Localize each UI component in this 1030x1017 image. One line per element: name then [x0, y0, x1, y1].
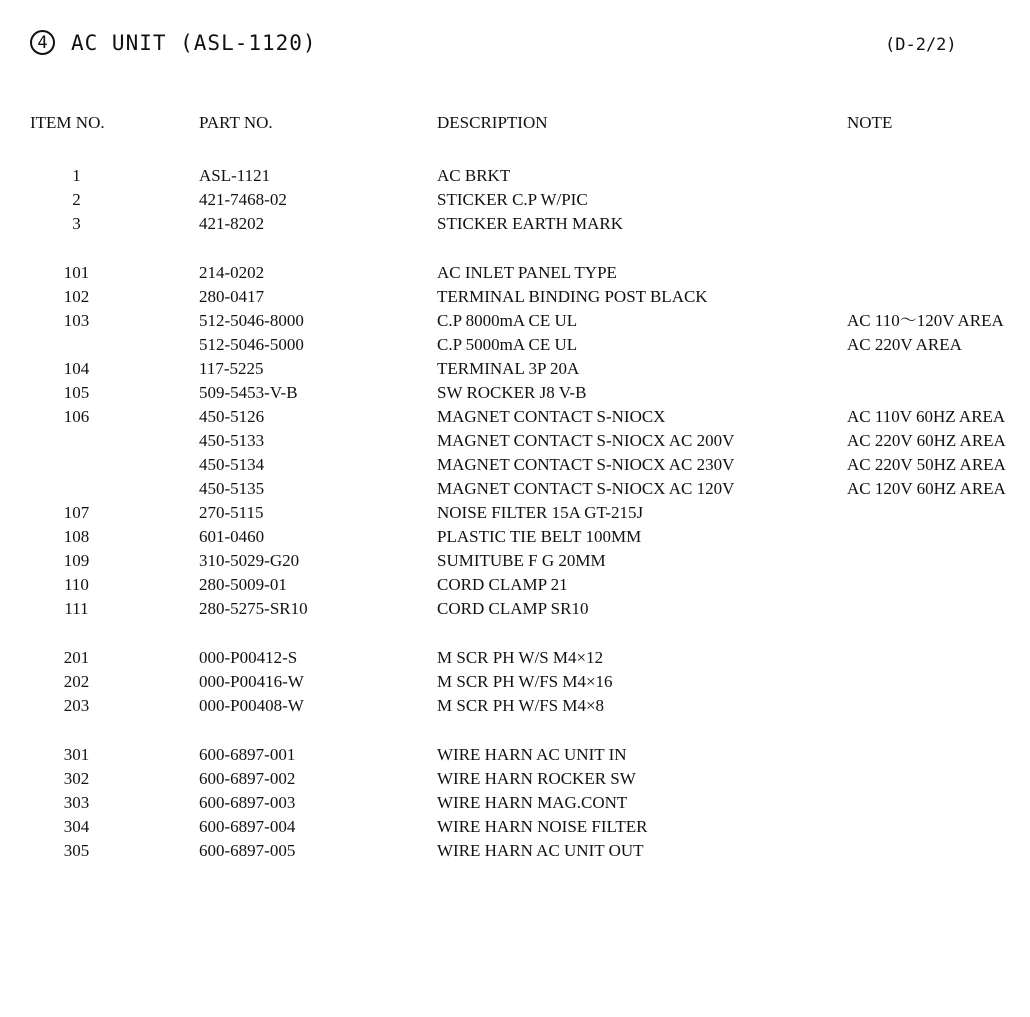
part-no-cell: 214-0202: [199, 263, 265, 282]
table-row: [0, 573, 1030, 597]
table-row: [0, 791, 1030, 815]
table-header: [0, 113, 1030, 137]
table-row: [0, 309, 1030, 333]
description-cell: AC BRKT: [437, 166, 511, 185]
item-no-cell: 3: [72, 214, 81, 233]
part-no-cell: 280-5009-01: [199, 575, 287, 594]
part-no-cell: 600-6897-002: [199, 769, 296, 788]
description-cell: MAGNET CONTACT S-NIOCX AC 230V: [437, 455, 735, 474]
description-cell: M SCR PH W/FS M4×8: [437, 696, 605, 715]
item-no-cell: 203: [63, 696, 90, 715]
item-no-cell: 305: [63, 841, 90, 860]
table-row: [0, 261, 1030, 285]
item-no-cell: 108: [63, 527, 90, 546]
table-row: [0, 477, 1030, 501]
table-row: [0, 670, 1030, 694]
part-no-cell: 600-6897-003: [199, 793, 296, 812]
description-cell: WIRE HARN NOISE FILTER: [437, 817, 648, 836]
table-row: [0, 164, 1030, 188]
item-no-cell: 105: [63, 383, 90, 402]
item-no-cell: 201: [63, 648, 90, 667]
part-no-cell: 450-5135: [199, 479, 265, 498]
item-no-cell: 1: [72, 166, 81, 185]
part-no-cell: 280-0417: [199, 287, 265, 306]
table-row: [0, 453, 1030, 477]
part-no-cell: 117-5225: [199, 359, 264, 378]
description-cell: AC INLET PANEL TYPE: [437, 263, 617, 282]
item-no-cell: 110: [64, 575, 89, 594]
item-no-cell: 104: [63, 359, 90, 378]
item-no-cell: 302: [63, 769, 90, 788]
part-no-cell: 600-6897-001: [199, 745, 296, 764]
table-row: [0, 767, 1030, 791]
description-cell: WIRE HARN ROCKER SW: [437, 769, 636, 788]
description-cell: C.P 5000mA CE UL: [437, 335, 578, 354]
table-row: [0, 839, 1030, 863]
description-cell: M SCR PH W/S M4×12: [437, 648, 604, 667]
part-no-cell: 601-0460: [199, 527, 265, 546]
description-cell: NOISE FILTER 15A GT-215J: [437, 503, 644, 522]
description-cell: MAGNET CONTACT S-NIOCX AC 120V: [437, 479, 735, 498]
section-number-badge: 4: [30, 30, 55, 55]
table-row: [0, 381, 1030, 405]
table-row: [0, 525, 1030, 549]
table-row: [0, 743, 1030, 767]
table-row: [0, 815, 1030, 839]
table-row: [0, 357, 1030, 381]
part-no-cell: 421-7468-02: [199, 190, 287, 209]
description-cell: C.P 8000mA CE UL: [437, 311, 578, 330]
description-cell: TERMINAL BINDING POST BLACK: [437, 287, 708, 306]
header-item-no: ITEM NO.: [30, 113, 105, 132]
description-cell: MAGNET CONTACT S-NIOCX: [437, 407, 666, 426]
table-row: [0, 597, 1030, 621]
description-cell: CORD CLAMP 21: [437, 575, 568, 594]
page-reference: (D-2/2): [885, 35, 957, 55]
item-no-cell: 301: [63, 745, 90, 764]
table-row: [0, 549, 1030, 573]
table-row: [0, 429, 1030, 453]
description-cell: WIRE HARN AC UNIT OUT: [437, 841, 644, 860]
part-no-cell: 512-5046-5000: [199, 335, 304, 354]
part-no-cell: 421-8202: [199, 214, 265, 233]
description-cell: SUMITUBE F G 20MM: [437, 551, 606, 570]
part-no-cell: 000-P00412-S: [199, 648, 298, 667]
table-row: [0, 501, 1030, 525]
part-no-cell: 512-5046-8000: [199, 311, 304, 330]
table-row: [0, 212, 1030, 236]
part-no-cell: 000-P00416-W: [199, 672, 304, 691]
note-cell: AC 120V 60HZ AREA: [847, 479, 1006, 498]
item-no-cell: 107: [63, 503, 90, 522]
table-row: [0, 694, 1030, 718]
part-no-cell: 509-5453-V-B: [199, 383, 298, 402]
description-cell: MAGNET CONTACT S-NIOCX AC 200V: [437, 431, 735, 450]
description-cell: PLASTIC TIE BELT 100MM: [437, 527, 642, 546]
part-no-cell: 450-5133: [199, 431, 265, 450]
item-no-cell: 303: [63, 793, 90, 812]
part-no-cell: 450-5126: [199, 407, 265, 426]
header-note: NOTE: [847, 113, 893, 132]
table-row: [0, 646, 1030, 670]
part-no-cell: 270-5115: [199, 503, 264, 522]
part-no-cell: 280-5275-SR10: [199, 599, 308, 618]
part-no-cell: ASL-1121: [199, 166, 271, 185]
part-no-cell: 600-6897-004: [199, 817, 296, 836]
group-spacer: [0, 236, 1030, 261]
item-no-cell: 102: [63, 287, 90, 306]
part-no-cell: 600-6897-005: [199, 841, 296, 860]
description-cell: SW ROCKER J8 V-B: [437, 383, 587, 402]
part-no-cell: 000-P00408-W: [199, 696, 304, 715]
description-cell: STICKER C.P W/PIC: [437, 190, 588, 209]
group-spacer: [0, 621, 1030, 646]
description-cell: WIRE HARN AC UNIT IN: [437, 745, 627, 764]
section-title-text: AC UNIT (ASL-1120): [71, 30, 317, 55]
part-no-cell: 310-5029-G20: [199, 551, 300, 570]
item-no-cell: 109: [63, 551, 90, 570]
item-no-cell: 111: [64, 599, 89, 618]
parts-list: [0, 164, 1030, 863]
description-cell: WIRE HARN MAG.CONT: [437, 793, 628, 812]
header-description: DESCRIPTION: [437, 113, 548, 132]
description-cell: TERMINAL 3P 20A: [437, 359, 580, 378]
note-cell: AC 110～120V AREA: [847, 311, 1004, 330]
table-row: [0, 405, 1030, 429]
group-spacer: [0, 718, 1030, 743]
section-title: [30, 30, 317, 55]
part-no-cell: 450-5134: [199, 455, 265, 474]
table-row: [0, 333, 1030, 357]
item-no-cell: 103: [63, 311, 90, 330]
note-cell: AC 220V 60HZ AREA: [847, 431, 1006, 450]
item-no-cell: 101: [63, 263, 90, 282]
note-cell: AC 110V 60HZ AREA: [847, 407, 1006, 426]
description-cell: M SCR PH W/FS M4×16: [437, 672, 613, 691]
table-row: [0, 285, 1030, 309]
table-row: [0, 188, 1030, 212]
item-no-cell: 304: [63, 817, 90, 836]
item-no-cell: 106: [63, 407, 90, 426]
item-no-cell: 202: [63, 672, 90, 691]
description-cell: CORD CLAMP SR10: [437, 599, 589, 618]
note-cell: AC 220V AREA: [847, 335, 962, 354]
description-cell: STICKER EARTH MARK: [437, 214, 623, 233]
note-cell: AC 220V 50HZ AREA: [847, 455, 1006, 474]
item-no-cell: 2: [72, 190, 81, 209]
header-part-no: PART NO.: [199, 113, 273, 132]
